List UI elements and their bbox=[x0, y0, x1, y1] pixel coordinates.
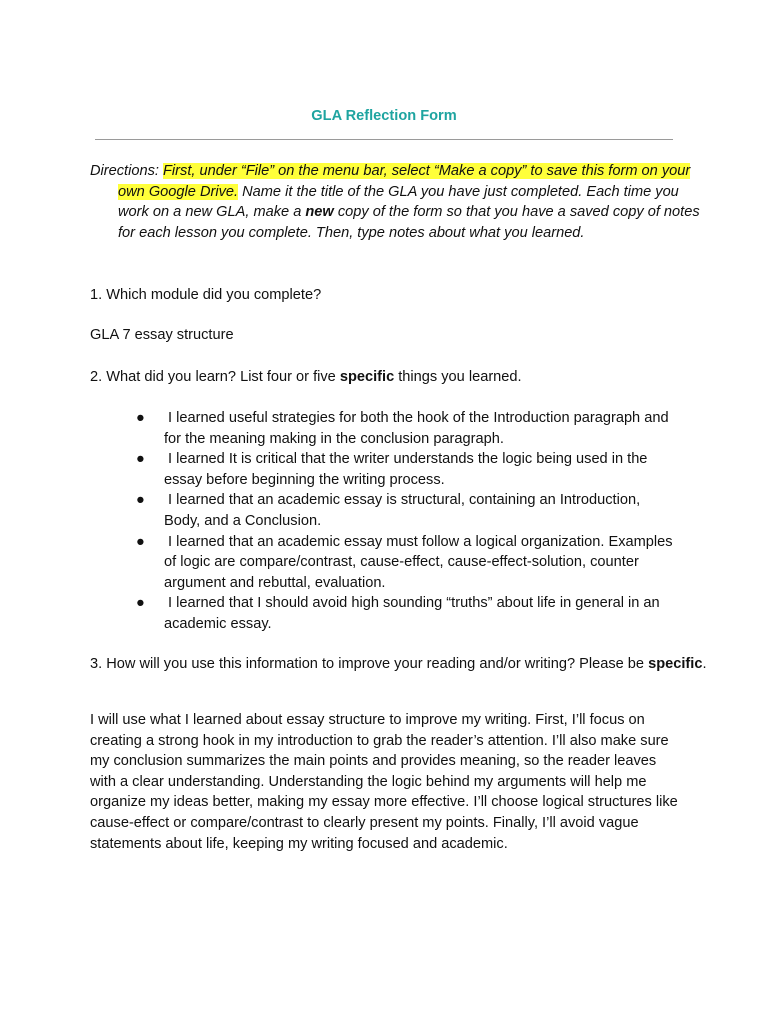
question-2 bbox=[90, 367, 680, 388]
directions-highlighted-text: First, under “File” on the menu bar, select “Make a copy” to save this form on your own Google Drive. bbox=[118, 163, 691, 200]
title-divider bbox=[95, 139, 673, 140]
bullet-icon: ● bbox=[136, 451, 145, 468]
directions-text-1: Name it the title of the GLA you have just completed. Each time you work on a new GLA, make a bbox=[118, 183, 679, 221]
bullet-icon: ● bbox=[136, 492, 145, 509]
list-item-text: I learned It is critical that the writer understands the logic being used in the essay before beginning the writing process. bbox=[164, 451, 648, 488]
list-item-text: I learned that I should avoid high sounding “truths” about life in general in an academic essay. bbox=[164, 595, 660, 632]
directions-label: Directions: bbox=[90, 163, 163, 179]
list-item bbox=[90, 532, 680, 594]
list-item-text: I learned that an academic essay is structural, containing an Introduction, Body, and a Conclusion. bbox=[164, 492, 641, 529]
list-item-text: I learned that an academic essay must follow a logical organization. Examples of logic are compare/contrast, cause-effect, cause-effect-solution, counter argument and rebuttal, evaluation. bbox=[164, 533, 673, 591]
question-2-bold: specific bbox=[339, 369, 395, 385]
question-1: 1. Which module did you complete? bbox=[90, 287, 322, 303]
answer-3: I will use what I learned about essay structure to improve my writing. First, I’ll focus on creating a strong hook in my introduction to grab the reader’s attention. I’ll also make sure my conclusion summarizes the main points and provides meaning, so the reader leaves with a clear understanding. Understanding the logic behind my arguments will help me organize my ideas better, making my essay more effective. I’ll choose logical structures like cause-effect or compare/contrast to clearly present my points. Finally, I’ll avoid vague statements about life, keeping my writing focused and academic. bbox=[90, 712, 678, 852]
question-3-text-before: 3. How will you use this information to improve your reading and/or writing? Please be bbox=[90, 656, 649, 672]
bullet-icon: ● bbox=[136, 410, 145, 426]
form-title: GLA Reflection Form bbox=[311, 108, 457, 124]
list-item bbox=[90, 449, 680, 490]
question-3 bbox=[90, 654, 708, 675]
bullet-icon: ● bbox=[136, 533, 145, 550]
question-3-bold: specific bbox=[648, 656, 703, 672]
question-2-text-after: things you learned. bbox=[394, 369, 522, 385]
bullet-icon: ● bbox=[136, 595, 145, 612]
directions-text-2: copy of the form so that you have a saved copy of notes for each lesson you complete. Then, type notes about what you learned. bbox=[118, 204, 700, 241]
list-item-text: I learned useful strategies for both the hook of the Introduction paragraph and for the meaning making in the conclusion paragraph. bbox=[164, 410, 669, 447]
question-3-text-after: . bbox=[702, 656, 707, 672]
directions-bold-new: new bbox=[305, 204, 334, 221]
answer-1: GLA 7 essay structure bbox=[90, 327, 234, 343]
list-item bbox=[90, 490, 680, 531]
question-2-text-before: 2. What did you learn? List four or five bbox=[90, 369, 340, 385]
directions-paragraph bbox=[90, 161, 708, 243]
learned-list bbox=[90, 408, 680, 635]
list-item bbox=[90, 593, 680, 634]
list-item bbox=[90, 408, 680, 449]
